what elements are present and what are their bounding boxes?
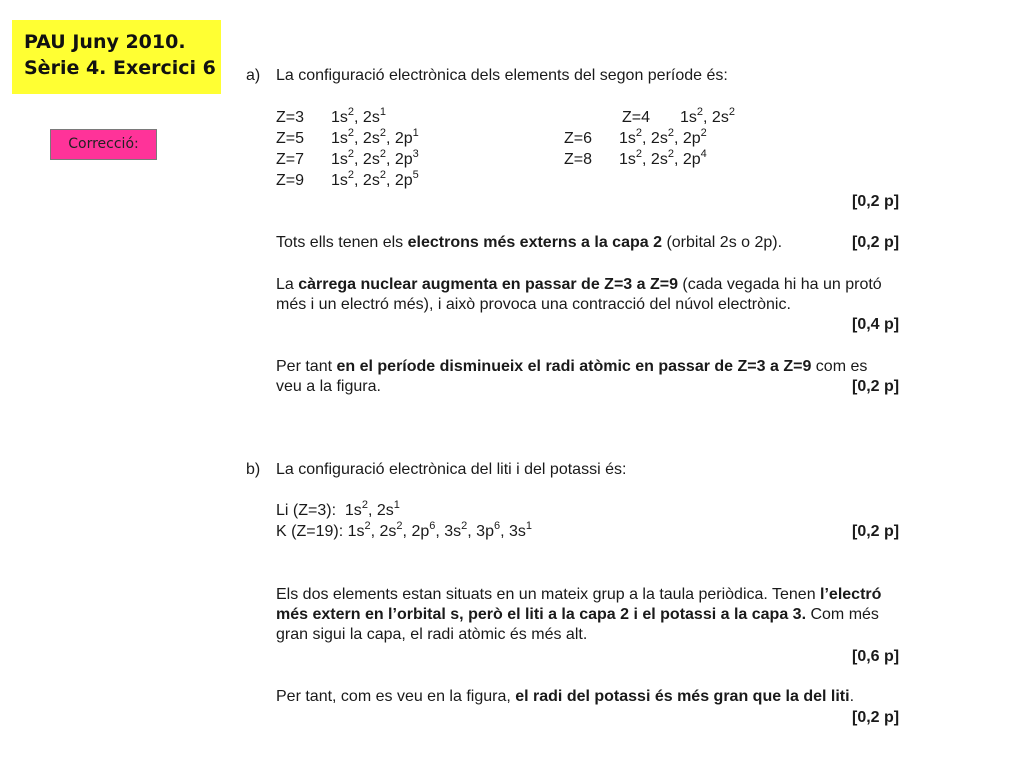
part-a-paragraph-3-line1: Per tant en el període disminueix el radi atòmic en passar de Z=3 a Z=9 com es bbox=[276, 358, 868, 375]
config-row: Z=9 $1s^2$, $2s^2$, $2p^5$ bbox=[276, 168, 419, 189]
part-a-paragraph-3-line2: veu a la figura. bbox=[276, 378, 381, 395]
part-a-paragraph-2-line1: La càrrega nuclear augmenta en passar de Z=3 a Z=9 (cada vegada hi ha un protó bbox=[276, 276, 882, 293]
config-row: Z=6 $1s^2$, $2s^2$, $2p^2$ bbox=[564, 126, 707, 147]
config-row: Z=8 $1s^2$, $2s^2$, $2p^4$ bbox=[564, 147, 707, 168]
points-badge: [0,2 p] bbox=[852, 193, 900, 210]
part-b-paragraph-2: Per tant, com es veu en la figura, el radi del potassi és més gran que la del liti. bbox=[276, 688, 855, 705]
part-a-intro: La configuració electrònica dels elements del segon període és: bbox=[276, 67, 728, 84]
k-config: K (Z=19): $1s^2$, $2s^2$, $2p^6$, $3s^2$, $3p^6$, $3s^1$ bbox=[276, 519, 533, 540]
correction-tag: Correcció: bbox=[50, 129, 157, 160]
config-row: Z=4 $1s^2$, $2s^2$ bbox=[622, 105, 735, 126]
config-row: Z=3 $1s^2$, $2s^1$ bbox=[276, 105, 386, 126]
points-badge: [0,2 p] bbox=[852, 378, 900, 395]
part-a-paragraph-1: Tots ells tenen els electrons més externs a la capa 2 (orbital 2s o 2p). bbox=[276, 234, 783, 251]
points-badge: [0,4 p] bbox=[852, 316, 900, 333]
part-b-paragraph-1-line3: gran sigui la capa, el radi atòmic és més alt. bbox=[276, 626, 588, 643]
points-badge: [0,6 p] bbox=[852, 648, 900, 665]
exercise-title-line2: Sèrie 4. Exercici 6 bbox=[24, 57, 216, 79]
points-badge: [0,2 p] bbox=[852, 234, 900, 251]
exercise-title-box bbox=[12, 20, 221, 94]
part-b-intro: La configuració electrònica del liti i del potassi és: bbox=[276, 461, 627, 478]
part-a-label: a) bbox=[246, 67, 261, 84]
points-badge: [0,2 p] bbox=[852, 709, 900, 726]
config-row: Z=5 $1s^2$, $2s^2$, $2p^1$ bbox=[276, 126, 419, 147]
points-badge: [0,2 p] bbox=[852, 523, 900, 540]
exercise-title-line1: PAU Juny 2010. bbox=[24, 31, 186, 53]
config-row: Z=7 $1s^2$, $2s^2$, $2p^3$ bbox=[276, 147, 419, 168]
part-b-paragraph-1-line2: més extern en l’orbital s, però el liti a la capa 2 i el potassi a la capa 3. Com més bbox=[276, 606, 879, 623]
part-a-paragraph-2-line2: més i un electró més), i això provoca una contracció del núvol electrònic. bbox=[276, 296, 791, 313]
li-config: Li (Z=3): $1s^2$, $2s^1$ bbox=[276, 498, 400, 519]
part-b-paragraph-1-line1: Els dos elements estan situats en un mateix grup a la taula periòdica. Tenen l’electró bbox=[276, 586, 882, 603]
part-b-label: b) bbox=[246, 461, 261, 478]
